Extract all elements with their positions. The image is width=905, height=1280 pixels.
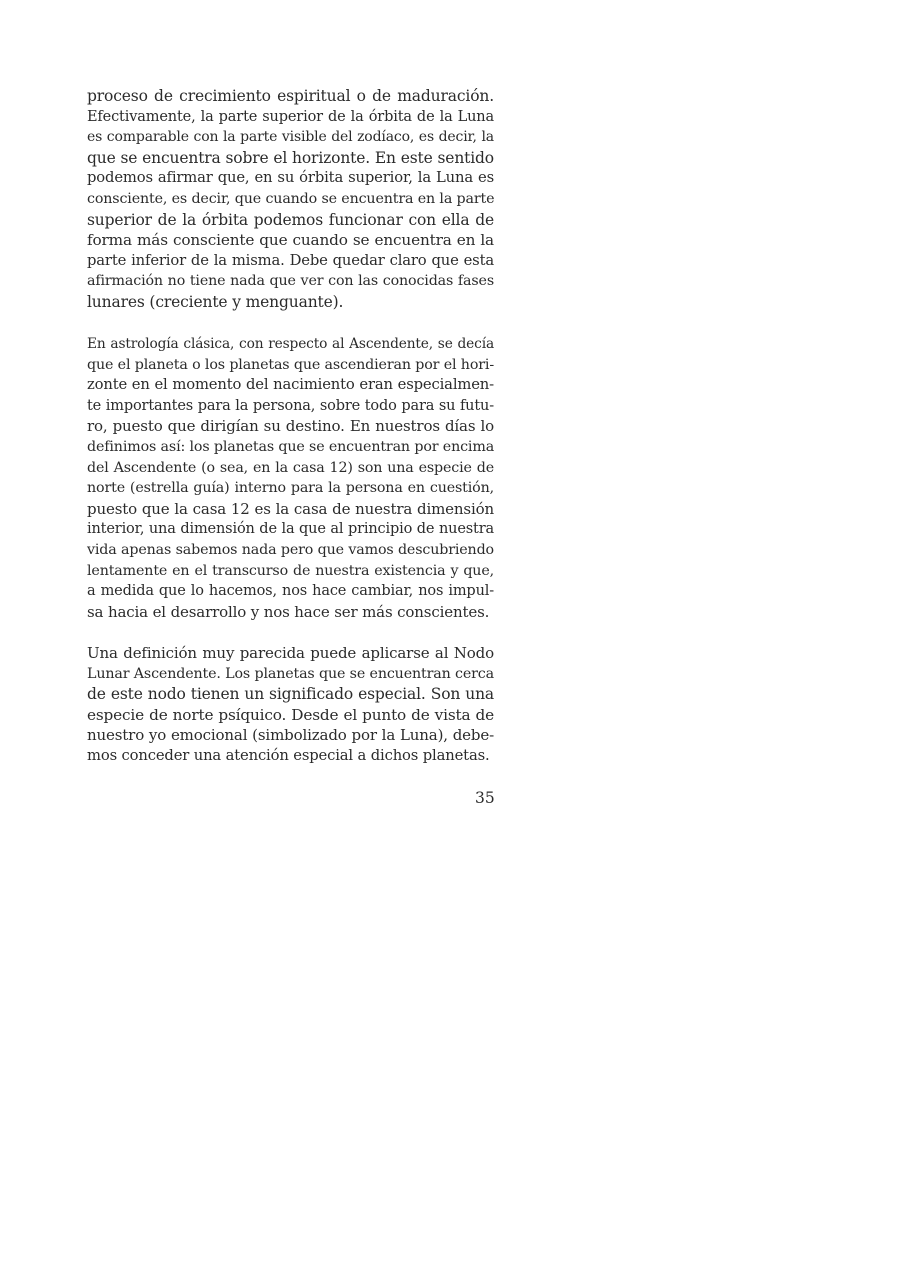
text-line: especie de norte psíquico. Desde el punto de vista de	[87, 705, 494, 724]
text-line: Lunar Ascendente. Los planetas que se encuentran cerca	[87, 665, 494, 682]
text-line: norte (estrella guía) interno para la persona en cuestión,	[87, 480, 494, 497]
text-line: consciente, es decir, que cuando se encuentra en la parte	[87, 190, 495, 207]
text-line: proceso de crecimiento espiritual o de maduración.	[87, 87, 494, 105]
text-line: sa hacia el desarrollo y nos hace ser más conscientes.	[87, 602, 490, 621]
text-line: te importantes para la persona, sobre todo para su futu-	[87, 397, 494, 414]
text-line: parte inferior de la misma. Debe quedar claro que esta	[87, 251, 494, 269]
text-line: de este nodo tienen un significado especial. Son una	[87, 685, 494, 704]
text-line: forma más consciente que cuando se encuentra en la	[87, 231, 494, 250]
paragraph	[87, 643, 494, 767]
text-line: superior de la órbita podemos funcionar con ella de	[87, 210, 494, 229]
text-line: es comparable con la parte visible del zodíaco, es decir, la	[87, 129, 494, 146]
text-line: ro, puesto que dirigían su destino. En nuestros días lo	[87, 417, 494, 436]
text-line: podemos afirmar que, en su órbita superior, la Luna es	[87, 169, 494, 187]
text-line: interior, una dimensión de la que al principio de nuestra	[87, 521, 494, 538]
text-line: lentamente en el transcurso de nuestra existencia y que,	[87, 562, 494, 579]
text-line: mos conceder una atención especial a dichos planetas.	[87, 746, 490, 764]
text-line: que se encuentra sobre el horizonte. En este sentido	[87, 148, 494, 167]
text-line: Efectivamente, la parte superior de la órbita de la Luna	[87, 108, 494, 125]
text-line: Una definición muy parecida puede aplicarse al Nodo	[87, 644, 494, 662]
paragraph	[87, 86, 494, 313]
text-line: lunares (creciente y menguante).	[87, 292, 344, 311]
text-line: que el planeta o los planetas que ascendieran por el hori-	[87, 356, 494, 373]
text-line: a medida que lo hacemos, nos hace cambiar, nos impul-	[87, 583, 494, 600]
text-line: puesto que la casa 12 es la casa de nuestra dimensión	[87, 499, 494, 518]
text-line: En astrología clásica, con respecto al Ascendente, se decía	[87, 336, 494, 352]
text-line: del Ascendente (o sea, en la casa 12) son una especie de	[87, 459, 494, 476]
page-number: 35	[475, 789, 495, 807]
paragraph	[87, 334, 494, 622]
text-line: definimos así: los planetas que se encuentran por encima	[87, 438, 495, 455]
text-line: zonte en el momento del nacimiento eran especialmen-	[87, 376, 494, 394]
text-line: nuestro yo emocional (simbolizado por la Luna), debe-	[87, 726, 494, 745]
text-line: vida apenas sabemos nada pero que vamos descubriendo	[87, 541, 494, 558]
text-line: afirmación no tiene nada que ver con las conocidas fases	[87, 273, 494, 290]
